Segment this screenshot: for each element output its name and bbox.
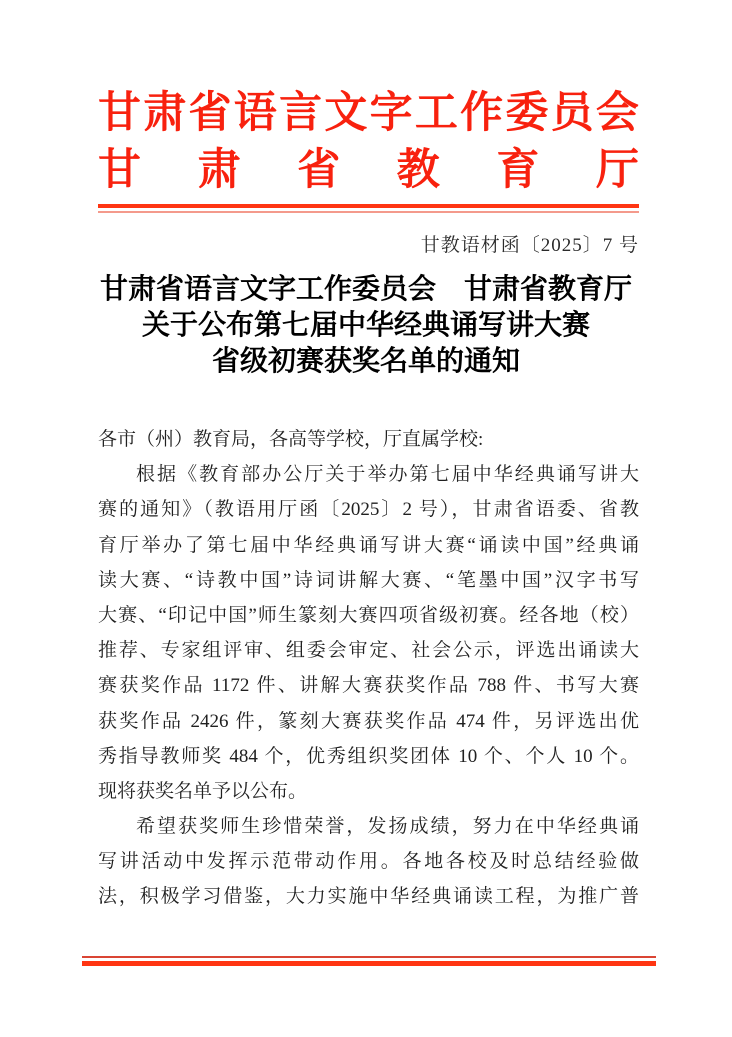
letterhead-character: 甘: [98, 147, 141, 194]
page-footer-rule: [82, 956, 656, 966]
body-line: 现将获奖名单予以公布。: [98, 780, 308, 802]
letterhead-character: 肃: [143, 90, 187, 137]
letterhead-character: 育: [496, 147, 540, 194]
letterhead-character: 文: [324, 90, 368, 137]
notice-title-line1: 甘肃省语言文字工作委员会 甘肃省教育厅: [99, 274, 632, 305]
notice-title-line2: 关于公布第七届中华经典诵写讲大赛: [141, 310, 590, 341]
body-line: 赛获奖作品 1172 件、讲解大赛获奖作品 788 件、书写大赛: [98, 675, 639, 697]
letterhead-separator-rule: [98, 204, 639, 213]
letterhead-character: 工: [414, 90, 458, 137]
footer-thick-line: [82, 961, 656, 966]
letterhead-character: 教: [396, 147, 440, 194]
notice-body: [98, 422, 639, 915]
body-line: 赛的通知》（教语用厅函〔2025〕2 号），甘肃省语委、省教: [98, 499, 639, 521]
letterhead-character: 员: [550, 90, 594, 137]
letterhead-character: 省: [188, 90, 232, 137]
document-number: 甘教语材函〔2025〕7 号: [420, 235, 639, 256]
letterhead-character: 甘: [98, 90, 141, 137]
body-line: 推荐、专家组评审、组委会审定、社会公示，评选出诵读大: [98, 640, 639, 662]
body-line: 根据《教育部办公厅关于举办第七届中华经典诵写讲大: [136, 464, 639, 486]
notice-title-line3: 省级初赛获奖名单的通知: [211, 346, 520, 377]
letterhead-character: 厅: [595, 147, 639, 194]
letterhead-character: 字: [369, 90, 413, 137]
body-line: 希望获奖师生珍惜荣誉，发扬成绩，努力在中华经典诵: [136, 816, 639, 838]
letterhead-character: 言: [279, 90, 323, 137]
letterhead-character: 语: [233, 90, 277, 137]
separator-thin-line: [98, 211, 639, 213]
letterhead-org-line2: [98, 147, 639, 194]
body-line: 法，积极学习借鉴，大力实施中华经典诵读工程，为推广普: [98, 886, 639, 908]
body-line: 大赛、“印记中国”师生篆刻大赛四项省级初赛。经各地（校）: [98, 604, 639, 626]
body-line: 读大赛、“诗教中国”诗词讲解大赛、“笔墨中国”汉字书写: [98, 569, 639, 591]
body-line: 秀指导教师奖 484 个，优秀组织奖团体 10 个、个人 10 个。: [98, 745, 639, 767]
letterhead-character: 肃: [197, 147, 241, 194]
letterhead-character: 省: [297, 147, 341, 194]
body-line-salutation: 各市（州）教育局，各高等学校，厅直属学校:: [98, 429, 484, 450]
letterhead-character: 委: [505, 90, 549, 137]
notice-title: [66, 272, 666, 380]
letterhead-character: 作: [460, 90, 504, 137]
body-line: 写讲活动中发挥示范带动作用。各地各校及时总结经验做: [98, 851, 639, 873]
body-line: 获奖作品 2426 件，篆刻大赛获奖作品 474 件，另评选出优: [98, 710, 639, 732]
letterhead-org-line1: [98, 90, 639, 137]
body-line: 育厅举办了第七届中华经典诵写讲大赛“诵读中国”经典诵: [98, 534, 639, 556]
letterhead-character: 会: [595, 90, 639, 137]
